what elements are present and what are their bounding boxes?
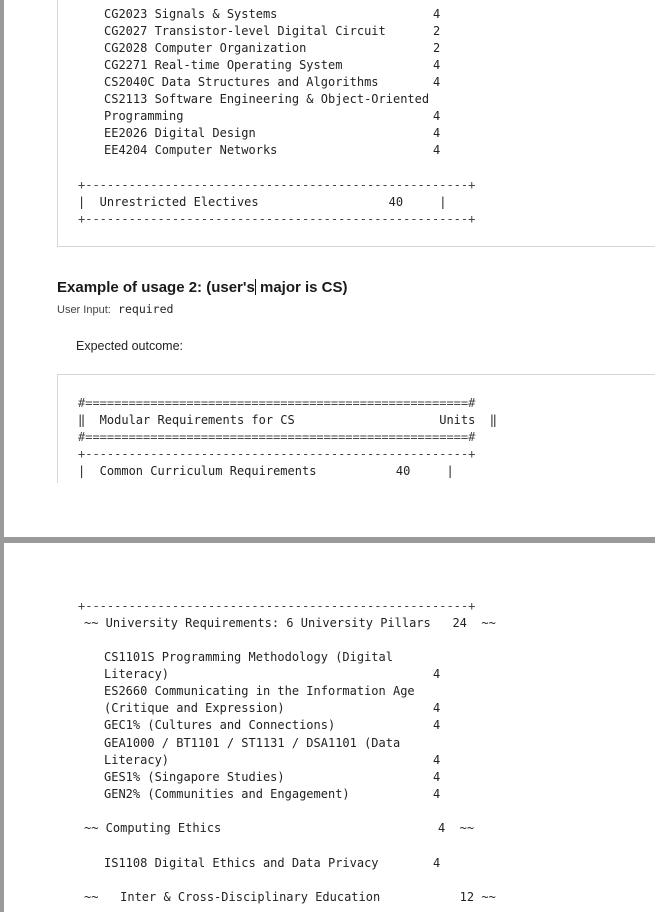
course-units: 4 — [433, 75, 441, 89]
course-units: 4 — [433, 718, 441, 733]
computing-ethics-header: ~~ Computing Ethics 4 ~~ — [84, 821, 475, 835]
course-name: CS1101S Programming Methodology (Digital — [104, 650, 393, 664]
page-edge — [0, 543, 4, 912]
course-units: 4 — [433, 752, 441, 767]
course-name: GEC1% (Cultures and Connections) — [104, 718, 336, 733]
course-units: 4 — [433, 701, 441, 716]
course-name: CG2271 Real-time Operating System — [104, 58, 343, 72]
course-name: GES1% (Singapore Studies) — [104, 769, 285, 784]
course-units: 4 — [433, 58, 441, 72]
course-units: 2 — [433, 41, 441, 55]
course-units: 4 — [433, 786, 441, 801]
table-border: +-----------------------------------------------------+ — [78, 447, 476, 461]
ethics-course-units: 4 — [433, 856, 441, 870]
course-units: 4 — [433, 143, 441, 157]
course-name: CS2113 Software Engineering & Object-Oriented — [104, 92, 430, 106]
course-name: CG2023 Signals & Systems — [104, 7, 278, 21]
course-units: 4 — [433, 769, 441, 784]
user-input — [57, 302, 173, 316]
electives-row: | Unrestricted Electives 40 | — [78, 195, 447, 209]
inter-disciplinary-header: ~~ Inter & Cross-Disciplinary Education 12 ~~ — [84, 890, 496, 904]
course-name: GEA1000 / BT1101 / ST1131 / DSA1101 (Data — [104, 735, 401, 750]
page-break — [0, 537, 655, 543]
table-border: +-----------------------------------------------------+ — [78, 178, 476, 192]
course-name: Programming — [104, 109, 184, 123]
course-name: CG2028 Computer Organization — [104, 41, 307, 55]
course-name: CG2027 Transistor-level Digital Circuit — [104, 24, 386, 38]
user-input-value: required — [118, 302, 174, 316]
table-border: +-----------------------------------------------------+ — [78, 599, 476, 613]
ethics-course-name: IS1108 Digital Ethics and Data Privacy — [104, 856, 379, 870]
course-name: (Critique and Expression) — [104, 701, 285, 716]
heading-text-1: Example of usage 2: (user's — [57, 279, 255, 296]
course-name: EE4204 Computer Networks — [104, 143, 278, 157]
table-border: #=====================================================# — [78, 430, 476, 444]
heading-text-2: major is CS) — [255, 279, 348, 296]
course-units: 2 — [433, 24, 441, 38]
course-name: Literacy) — [104, 752, 170, 767]
course-name: Literacy) — [104, 667, 170, 682]
expected-outcome-label: Expected outcome: — [76, 339, 184, 353]
course-units: 4 — [433, 667, 441, 682]
page-edge — [0, 0, 4, 540]
common-curriculum-row: | Common Curriculum Requirements 40 | — [78, 464, 454, 478]
university-requirements-header: ~~ University Requirements: 6 University Pillars 24 ~~ — [84, 616, 496, 630]
course-name: ES2660 Communicating in the Information Age — [104, 684, 415, 699]
table-border: #=====================================================# — [78, 396, 476, 410]
example-heading — [57, 279, 348, 296]
table-border: +-----------------------------------------------------+ — [78, 212, 476, 226]
course-name: EE2026 Digital Design — [104, 126, 256, 140]
user-input-label: User Input: — [57, 304, 111, 316]
course-name: CS2040C Data Structures and Algorithms — [104, 75, 379, 89]
table-title-row: ‖ Modular Requirements for CS Units ‖ — [78, 413, 498, 427]
course-units: 4 — [433, 7, 441, 21]
course-units: 4 — [433, 126, 441, 140]
course-units: 4 — [433, 109, 441, 123]
course-name: GEN2% (Communities and Engagement) — [104, 786, 350, 801]
